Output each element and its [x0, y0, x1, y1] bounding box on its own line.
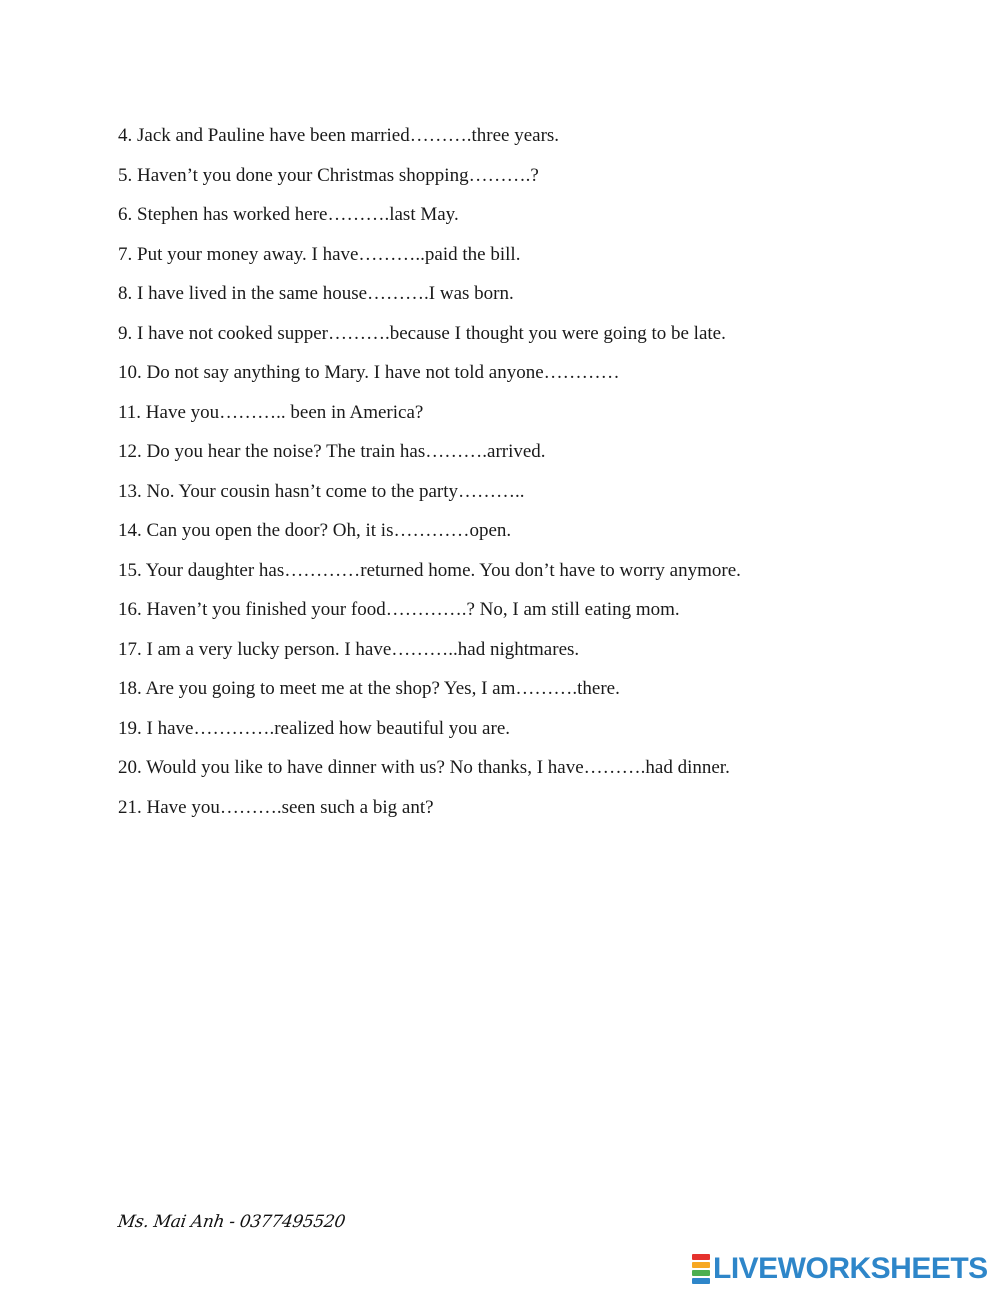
worksheet-questions	[118, 116, 938, 827]
sentence-17: 17. I am a very lucky person. I have………..had nightmares.	[118, 638, 580, 660]
sentence-11: 11. Have you……….. been in America?	[118, 401, 424, 423]
sentence-7: 7. Put your money away. I have………..paid the bill.	[118, 243, 521, 265]
sentence-15: 15. Your daughter has…………returned home. You don’t have to worry anymore.	[118, 559, 741, 581]
sentence-19: 19. I have………….realized how beautiful you are.	[118, 717, 511, 739]
sentence-18: 18. Are you going to meet me at the shop? Yes, I am……….there.	[118, 678, 620, 699]
logo-bar-4	[692, 1278, 710, 1284]
sentence-12: 12. Do you hear the noise? The train has……….arrived.	[118, 441, 546, 462]
brand-name: LIVEWORKSHEETS	[713, 1252, 988, 1285]
liveworksheets-logo-icon	[692, 1254, 710, 1284]
sentence-14: 14. Can you open the door? Oh, it is…………open.	[118, 520, 512, 541]
logo-bar-1	[692, 1254, 710, 1260]
sentence-21: 21. Have you……….seen such a big ant?	[118, 796, 434, 818]
sentence-5: 5. Haven’t you done your Christmas shopping……….?	[118, 164, 539, 186]
liveworksheets-brand	[692, 1253, 988, 1285]
sentence-10: 10. Do not say anything to Mary. I have not told anyone…………	[118, 362, 620, 383]
sentence-4: 4. Jack and Pauline have been married……….three years.	[118, 125, 560, 146]
sentence-9: 9. I have not cooked supper……….because I thought you were going to be late.	[118, 322, 726, 344]
sentence-8: 8. I have lived in the same house……….I was born.	[118, 283, 514, 304]
sentence-20: 20. Would you like to have dinner with us? No thanks, I have……….had dinner.	[118, 757, 730, 778]
logo-bar-2	[692, 1262, 710, 1268]
sentence-16: 16. Haven’t you finished your food………….? No, I am still eating mom.	[118, 599, 680, 620]
sentence-6: 6. Stephen has worked here……….last May.	[118, 204, 459, 225]
author-signature: Ms. Mai Anh - 0377495520	[116, 1212, 347, 1232]
logo-bar-3	[692, 1270, 710, 1276]
sentence-13: 13. No. Your cousin hasn’t come to the party………..	[118, 480, 525, 502]
